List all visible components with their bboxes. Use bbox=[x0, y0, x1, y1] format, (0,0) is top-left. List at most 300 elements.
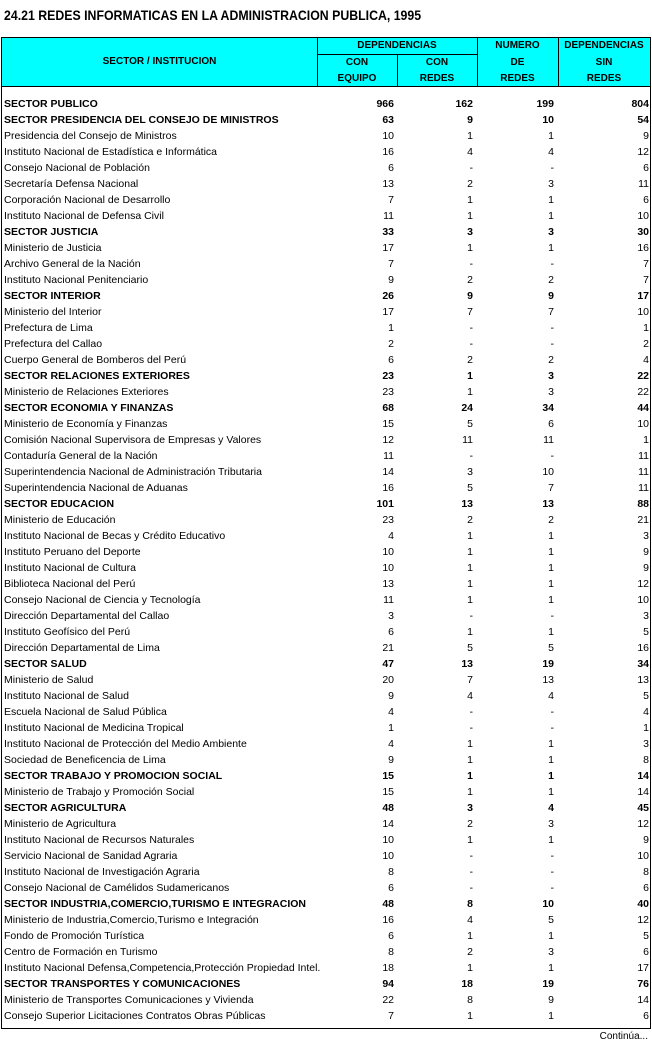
table-row bbox=[2, 144, 650, 160]
row-name: Prefectura de Lima bbox=[4, 322, 93, 334]
row-name: SECTOR TRABAJO Y PROMOCION SOCIAL bbox=[4, 770, 223, 782]
con-redes: 9 bbox=[467, 290, 473, 302]
sin-redes: 6 bbox=[643, 946, 649, 958]
sin-redes: 22 bbox=[637, 386, 649, 398]
sin-redes: 5 bbox=[643, 690, 649, 702]
table-row bbox=[2, 640, 650, 656]
sin-redes: 6 bbox=[643, 194, 649, 206]
con-redes: 1 bbox=[467, 530, 473, 542]
sin-redes: 3 bbox=[643, 530, 649, 542]
con-equipo: 6 bbox=[388, 626, 394, 638]
table-row bbox=[2, 928, 650, 944]
numero-redes: 1 bbox=[548, 754, 554, 766]
con-redes: 1 bbox=[467, 738, 473, 750]
sin-redes: 17 bbox=[637, 290, 649, 302]
numero-redes: 199 bbox=[536, 98, 554, 110]
numero-redes: 10 bbox=[542, 898, 554, 910]
con-equipo: 15 bbox=[382, 786, 394, 798]
row-name: SECTOR JUSTICIA bbox=[4, 226, 99, 238]
numero-redes: 11 bbox=[543, 434, 554, 446]
numero-redes: 7 bbox=[548, 482, 554, 494]
con-equipo: 15 bbox=[382, 418, 394, 430]
row-name: Dirección Departamental de Lima bbox=[4, 642, 160, 654]
header-redes-3: REDES bbox=[586, 73, 622, 84]
con-redes: 13 bbox=[461, 498, 473, 510]
row-name: Prefectura del Callao bbox=[4, 338, 103, 350]
con-redes: 1 bbox=[467, 770, 473, 782]
sin-redes: 4 bbox=[643, 354, 649, 366]
con-equipo: 63 bbox=[382, 114, 394, 126]
con-equipo: 48 bbox=[382, 898, 394, 910]
header-dependencias: DEPENDENCIAS bbox=[357, 40, 437, 51]
con-redes: 1 bbox=[467, 210, 473, 222]
con-redes: 5 bbox=[467, 642, 473, 654]
numero-redes: 13 bbox=[542, 498, 554, 510]
row-name: Consejo Nacional de Camélidos Sudamericanos bbox=[4, 882, 230, 894]
con-equipo: 16 bbox=[382, 914, 394, 926]
sin-redes: 9 bbox=[643, 130, 649, 142]
row-name: Instituto Nacional de Cultura bbox=[4, 562, 136, 574]
con-redes: 1 bbox=[467, 594, 473, 606]
sin-redes: 40 bbox=[637, 898, 649, 910]
con-redes: 3 bbox=[467, 226, 473, 238]
numero-redes: 10 bbox=[542, 114, 554, 126]
numero-redes: 1 bbox=[548, 770, 554, 782]
row-name: Ministerio de Educación bbox=[4, 514, 116, 526]
con-redes: 1 bbox=[467, 546, 473, 558]
sin-redes: 1 bbox=[643, 322, 649, 334]
con-redes: 9 bbox=[467, 114, 473, 126]
numero-redes: 1 bbox=[548, 738, 554, 750]
table-row bbox=[2, 960, 650, 976]
con-redes: 1 bbox=[467, 370, 473, 382]
numero-redes: 1 bbox=[548, 546, 554, 558]
row-name: SECTOR RELACIONES EXTERIORES bbox=[4, 370, 190, 382]
con-equipo: 6 bbox=[388, 162, 394, 174]
table-row bbox=[2, 336, 650, 352]
row-name: Ministerio de Justicia bbox=[4, 242, 102, 254]
numero-redes: 1 bbox=[548, 562, 554, 574]
sector-row bbox=[2, 288, 650, 304]
numero-redes: 4 bbox=[548, 690, 554, 702]
header-numero: NUMERO bbox=[495, 40, 540, 51]
row-name: Instituto Nacional de Medicina Tropical bbox=[4, 722, 184, 734]
sector-row bbox=[2, 768, 650, 784]
con-equipo: 14 bbox=[382, 818, 394, 830]
numero-redes: 34 bbox=[542, 402, 554, 414]
con-redes: - bbox=[469, 322, 473, 334]
row-name: Instituto Nacional de Salud bbox=[4, 690, 129, 702]
sin-redes: 5 bbox=[643, 930, 649, 942]
table-row bbox=[2, 1008, 650, 1024]
con-equipo: 10 bbox=[382, 546, 394, 558]
row-name: Ministerio de Relaciones Exteriores bbox=[4, 386, 169, 398]
sin-redes: 5 bbox=[643, 626, 649, 638]
table-row bbox=[2, 480, 650, 496]
con-equipo: 4 bbox=[388, 706, 394, 718]
con-equipo: 8 bbox=[388, 866, 394, 878]
row-name: SECTOR INTERIOR bbox=[4, 290, 101, 302]
table-row bbox=[2, 688, 650, 704]
con-redes: 13 bbox=[461, 658, 473, 670]
con-redes: - bbox=[469, 162, 473, 174]
sector-row bbox=[2, 896, 650, 912]
row-name: Archivo General de la Nación bbox=[4, 258, 141, 270]
con-equipo: 21 bbox=[382, 642, 394, 654]
con-redes: 4 bbox=[467, 690, 473, 702]
row-name: Corporación Nacional de Desarrollo bbox=[4, 194, 171, 206]
sin-redes: 16 bbox=[637, 242, 649, 254]
con-equipo: 22 bbox=[382, 994, 394, 1006]
con-equipo: 18 bbox=[382, 962, 394, 974]
con-equipo: 17 bbox=[382, 242, 394, 254]
row-name: SECTOR PRESIDENCIA DEL CONSEJO DE MINISTROS bbox=[4, 114, 279, 126]
sector-row bbox=[2, 496, 650, 512]
numero-redes: 1 bbox=[548, 1010, 554, 1022]
row-name: Superintendencia Nacional de Administración Tributaria bbox=[4, 466, 262, 478]
numero-redes: 5 bbox=[548, 642, 554, 654]
con-equipo: 10 bbox=[382, 562, 394, 574]
sin-redes: 1 bbox=[643, 722, 649, 734]
con-redes: 11 bbox=[462, 434, 473, 446]
con-redes: 1 bbox=[467, 562, 473, 574]
row-name: Instituto Nacional de Becas y Crédito Educativo bbox=[4, 530, 226, 542]
sin-redes: 9 bbox=[643, 562, 649, 574]
con-equipo: 3 bbox=[388, 610, 394, 622]
table-row bbox=[2, 512, 650, 528]
numero-redes: 2 bbox=[548, 354, 554, 366]
sin-redes: 17 bbox=[637, 962, 649, 974]
sin-redes: 3 bbox=[643, 610, 649, 622]
row-name: Escuela Nacional de Salud Pública bbox=[4, 706, 167, 718]
sin-redes: 10 bbox=[637, 418, 649, 430]
sin-redes: 21 bbox=[637, 514, 649, 526]
header-de: DE bbox=[510, 57, 525, 68]
sin-redes: 34 bbox=[637, 658, 649, 670]
numero-redes: 7 bbox=[548, 306, 554, 318]
row-name: Instituto Nacional de Protección del Medio Ambiente bbox=[4, 738, 247, 750]
numero-redes: - bbox=[550, 258, 554, 270]
table-row bbox=[2, 752, 650, 768]
header-redes-2: REDES bbox=[500, 73, 535, 84]
numero-redes: 3 bbox=[548, 178, 554, 190]
table-row bbox=[2, 608, 650, 624]
sin-redes: 9 bbox=[643, 834, 649, 846]
numero-redes: 1 bbox=[548, 578, 554, 590]
con-equipo: 48 bbox=[382, 802, 394, 814]
row-name: SECTOR EDUCACION bbox=[4, 498, 115, 510]
row-name: Ministerio de Economía y Finanzas bbox=[4, 418, 168, 430]
con-equipo: 17 bbox=[382, 306, 394, 318]
row-name: Instituto Nacional Penitenciario bbox=[4, 274, 149, 286]
sin-redes: 10 bbox=[637, 850, 649, 862]
con-redes: - bbox=[469, 850, 473, 862]
con-redes: - bbox=[469, 258, 473, 270]
numero-redes: - bbox=[550, 722, 554, 734]
con-redes: 3 bbox=[467, 802, 473, 814]
row-name: Ministerio de Industria,Comercio,Turismo e Integración bbox=[4, 914, 259, 926]
row-name: Instituto Nacional de Recursos Naturales bbox=[4, 834, 195, 846]
con-redes: 3 bbox=[467, 466, 473, 478]
row-name: Centro de Formación en Turismo bbox=[4, 946, 158, 958]
row-name: SECTOR AGRICULTURA bbox=[4, 802, 127, 814]
numero-redes: - bbox=[550, 162, 554, 174]
con-redes: 1 bbox=[467, 242, 473, 254]
sin-redes: 10 bbox=[637, 306, 649, 318]
sin-redes: 6 bbox=[643, 1010, 649, 1022]
con-equipo: 16 bbox=[382, 146, 394, 158]
table-row bbox=[2, 320, 650, 336]
row-name: Dirección Departamental del Callao bbox=[4, 610, 170, 622]
row-name: Fondo de Promoción Turística bbox=[4, 930, 145, 942]
table-row bbox=[2, 784, 650, 800]
sin-redes: 6 bbox=[643, 882, 649, 894]
numero-redes: 9 bbox=[548, 290, 554, 302]
table-row bbox=[2, 672, 650, 688]
table-row bbox=[2, 864, 650, 880]
table-row bbox=[2, 432, 650, 448]
con-redes: 7 bbox=[467, 306, 473, 318]
numero-redes: 2 bbox=[548, 514, 554, 526]
con-redes: 1 bbox=[467, 786, 473, 798]
table-row bbox=[2, 992, 650, 1008]
row-name: Consejo Superior Licitaciones Contratos Obras Públicas bbox=[4, 1010, 266, 1022]
con-equipo: 7 bbox=[388, 1010, 394, 1022]
table-row bbox=[2, 272, 650, 288]
table-row bbox=[2, 736, 650, 752]
con-redes: 2 bbox=[467, 178, 473, 190]
sin-redes: 11 bbox=[638, 450, 649, 462]
con-equipo: 2 bbox=[388, 338, 394, 350]
table-row bbox=[2, 352, 650, 368]
con-redes: 1 bbox=[467, 578, 473, 590]
sin-redes: 2 bbox=[643, 338, 649, 350]
table-row bbox=[2, 176, 650, 192]
numero-redes: 3 bbox=[548, 386, 554, 398]
con-redes: 2 bbox=[467, 818, 473, 830]
sin-redes: 44 bbox=[637, 402, 649, 414]
numero-redes: 3 bbox=[548, 946, 554, 958]
sin-redes: 12 bbox=[637, 914, 649, 926]
row-name: Ministerio de Trabajo y Promoción Social bbox=[4, 786, 195, 798]
table-row bbox=[2, 160, 650, 176]
continues-label: Continúa... bbox=[599, 1031, 648, 1042]
con-equipo: 13 bbox=[382, 178, 394, 190]
row-name: Ministerio de Salud bbox=[4, 674, 94, 686]
sin-redes: 9 bbox=[643, 546, 649, 558]
con-redes: 24 bbox=[461, 402, 473, 414]
con-redes: - bbox=[469, 338, 473, 350]
numero-redes: - bbox=[550, 610, 554, 622]
con-equipo: 9 bbox=[388, 690, 394, 702]
con-redes: 8 bbox=[467, 994, 473, 1006]
con-equipo: 10 bbox=[382, 850, 394, 862]
con-equipo: 23 bbox=[382, 370, 394, 382]
sin-redes: 14 bbox=[637, 770, 649, 782]
row-name: SECTOR SALUD bbox=[4, 658, 87, 670]
con-equipo: 15 bbox=[382, 770, 394, 782]
sin-redes: 12 bbox=[637, 578, 649, 590]
table-title: 24.21 REDES INFORMATICAS EN LA ADMINISTRACION PUBLICA, 1995 bbox=[4, 7, 422, 23]
table-row bbox=[2, 816, 650, 832]
con-redes: 4 bbox=[467, 146, 473, 158]
table-row bbox=[2, 240, 650, 256]
con-equipo: 9 bbox=[388, 754, 394, 766]
sin-redes: 6 bbox=[643, 162, 649, 174]
numero-redes: 4 bbox=[548, 146, 554, 158]
sin-redes: 88 bbox=[637, 498, 649, 510]
sin-redes: 7 bbox=[643, 258, 649, 270]
numero-redes: 1 bbox=[548, 834, 554, 846]
sin-redes: 76 bbox=[637, 978, 649, 990]
table-row bbox=[2, 192, 650, 208]
row-name: SECTOR INDUSTRIA,COMERCIO,TURISMO E INTEGRACION bbox=[4, 898, 306, 910]
numero-redes: 3 bbox=[548, 226, 554, 238]
con-equipo: 101 bbox=[376, 498, 394, 510]
numero-redes: 19 bbox=[542, 978, 554, 990]
numero-redes: 13 bbox=[542, 674, 554, 686]
sin-redes: 10 bbox=[637, 594, 649, 606]
con-redes: 1 bbox=[467, 754, 473, 766]
numero-redes: 2 bbox=[548, 274, 554, 286]
row-name: SECTOR PUBLICO bbox=[4, 98, 98, 110]
con-equipo: 11 bbox=[383, 594, 394, 606]
row-name: Instituto Geofísico del Perú bbox=[4, 626, 131, 638]
con-equipo: 47 bbox=[382, 658, 394, 670]
sin-redes: 8 bbox=[643, 866, 649, 878]
con-equipo: 4 bbox=[388, 738, 394, 750]
con-equipo: 11 bbox=[383, 210, 394, 222]
row-name: Instituto Nacional de Investigación Agraria bbox=[4, 866, 200, 878]
sector-row bbox=[2, 800, 650, 816]
sin-redes: 11 bbox=[638, 466, 649, 478]
con-equipo: 23 bbox=[382, 386, 394, 398]
table-row bbox=[2, 944, 650, 960]
numero-redes: 1 bbox=[548, 194, 554, 206]
table-row bbox=[2, 704, 650, 720]
numero-redes: - bbox=[550, 850, 554, 862]
sin-redes: 22 bbox=[637, 370, 649, 382]
numero-redes: 1 bbox=[548, 594, 554, 606]
con-equipo: 7 bbox=[388, 194, 394, 206]
sector-row bbox=[2, 368, 650, 384]
sin-redes: 1 bbox=[643, 434, 649, 446]
sector-row bbox=[2, 656, 650, 672]
sin-redes: 13 bbox=[637, 674, 649, 686]
row-name: Instituto Peruano del Deporte bbox=[4, 546, 141, 558]
sin-redes: 12 bbox=[637, 818, 649, 830]
con-equipo: 6 bbox=[388, 930, 394, 942]
con-equipo: 6 bbox=[388, 354, 394, 366]
numero-redes: 1 bbox=[548, 210, 554, 222]
sin-redes: 8 bbox=[643, 754, 649, 766]
row-name: Secretaría Defensa Nacional bbox=[4, 178, 139, 190]
sin-redes: 3 bbox=[643, 738, 649, 750]
con-equipo: 4 bbox=[388, 530, 394, 542]
table-row bbox=[2, 560, 650, 576]
table-row bbox=[2, 208, 650, 224]
numero-redes: 3 bbox=[548, 370, 554, 382]
row-name: Instituto Nacional de Estadística e Informática bbox=[4, 146, 218, 158]
con-redes: - bbox=[469, 706, 473, 718]
sector-row bbox=[2, 224, 650, 240]
sin-redes: 10 bbox=[637, 210, 649, 222]
table-row bbox=[2, 256, 650, 272]
sin-redes: 14 bbox=[637, 786, 649, 798]
table-row bbox=[2, 128, 650, 144]
numero-redes: 5 bbox=[548, 914, 554, 926]
table-row bbox=[2, 544, 650, 560]
table-row bbox=[2, 912, 650, 928]
con-equipo: 26 bbox=[382, 290, 394, 302]
numero-redes: 1 bbox=[548, 626, 554, 638]
con-equipo: 8 bbox=[388, 946, 394, 958]
con-redes: 2 bbox=[467, 354, 473, 366]
header-con: CON bbox=[345, 57, 369, 68]
sin-redes: 7 bbox=[643, 274, 649, 286]
con-redes: - bbox=[469, 610, 473, 622]
con-equipo: 16 bbox=[382, 482, 394, 494]
header-sin: SIN bbox=[595, 57, 613, 68]
table-row bbox=[2, 304, 650, 320]
numero-redes: 9 bbox=[548, 994, 554, 1006]
table-row bbox=[2, 880, 650, 896]
con-redes: 1 bbox=[467, 834, 473, 846]
row-name: Servicio Nacional de Sanidad Agraria bbox=[4, 850, 178, 862]
header-con-redes: CON bbox=[425, 57, 449, 68]
sin-redes: 14 bbox=[637, 994, 649, 1006]
con-redes: 1 bbox=[467, 386, 473, 398]
row-name: Cuerpo General de Bomberos del Perú bbox=[4, 354, 187, 366]
con-equipo: 14 bbox=[382, 466, 394, 478]
con-redes: - bbox=[469, 722, 473, 734]
row-name: Presidencia del Consejo de Ministros bbox=[4, 130, 177, 142]
numero-redes: - bbox=[550, 882, 554, 894]
numero-redes: 10 bbox=[542, 466, 554, 478]
row-name: Consejo Nacional de Población bbox=[4, 162, 150, 174]
con-equipo: 1 bbox=[388, 722, 394, 734]
con-equipo: 11 bbox=[383, 450, 394, 462]
con-redes: 18 bbox=[461, 978, 473, 990]
row-name: Ministerio de Transportes Comunicaciones y Vivienda bbox=[4, 994, 254, 1006]
table-row bbox=[2, 528, 650, 544]
table-row bbox=[2, 464, 650, 480]
header-dependencias-sin: DEPENDENCIAS bbox=[564, 40, 644, 51]
table-row bbox=[2, 624, 650, 640]
con-equipo: 9 bbox=[388, 274, 394, 286]
numero-redes: 3 bbox=[548, 818, 554, 830]
numero-redes: - bbox=[550, 866, 554, 878]
sin-redes: 4 bbox=[643, 706, 649, 718]
con-equipo: 10 bbox=[382, 130, 394, 142]
row-name: Instituto Nacional Defensa,Competencia,Protección Propiedad Intel. bbox=[4, 962, 321, 974]
table-row bbox=[2, 720, 650, 736]
con-equipo: 13 bbox=[382, 578, 394, 590]
con-redes: 7 bbox=[467, 674, 473, 686]
con-redes: 5 bbox=[467, 418, 473, 430]
con-redes: - bbox=[469, 450, 473, 462]
numero-redes: - bbox=[550, 322, 554, 334]
con-redes: 2 bbox=[467, 514, 473, 526]
table-body bbox=[2, 96, 650, 1024]
con-redes: 5 bbox=[467, 482, 473, 494]
table-row bbox=[2, 592, 650, 608]
header-sector: SECTOR / INSTITUCION bbox=[102, 56, 217, 67]
row-name: Superintendencia Nacional de Aduanas bbox=[4, 482, 188, 494]
con-redes: 8 bbox=[467, 898, 473, 910]
header-equipo: EQUIPO bbox=[337, 73, 377, 84]
row-name: SECTOR ECONOMIA Y FINANZAS bbox=[4, 402, 174, 414]
